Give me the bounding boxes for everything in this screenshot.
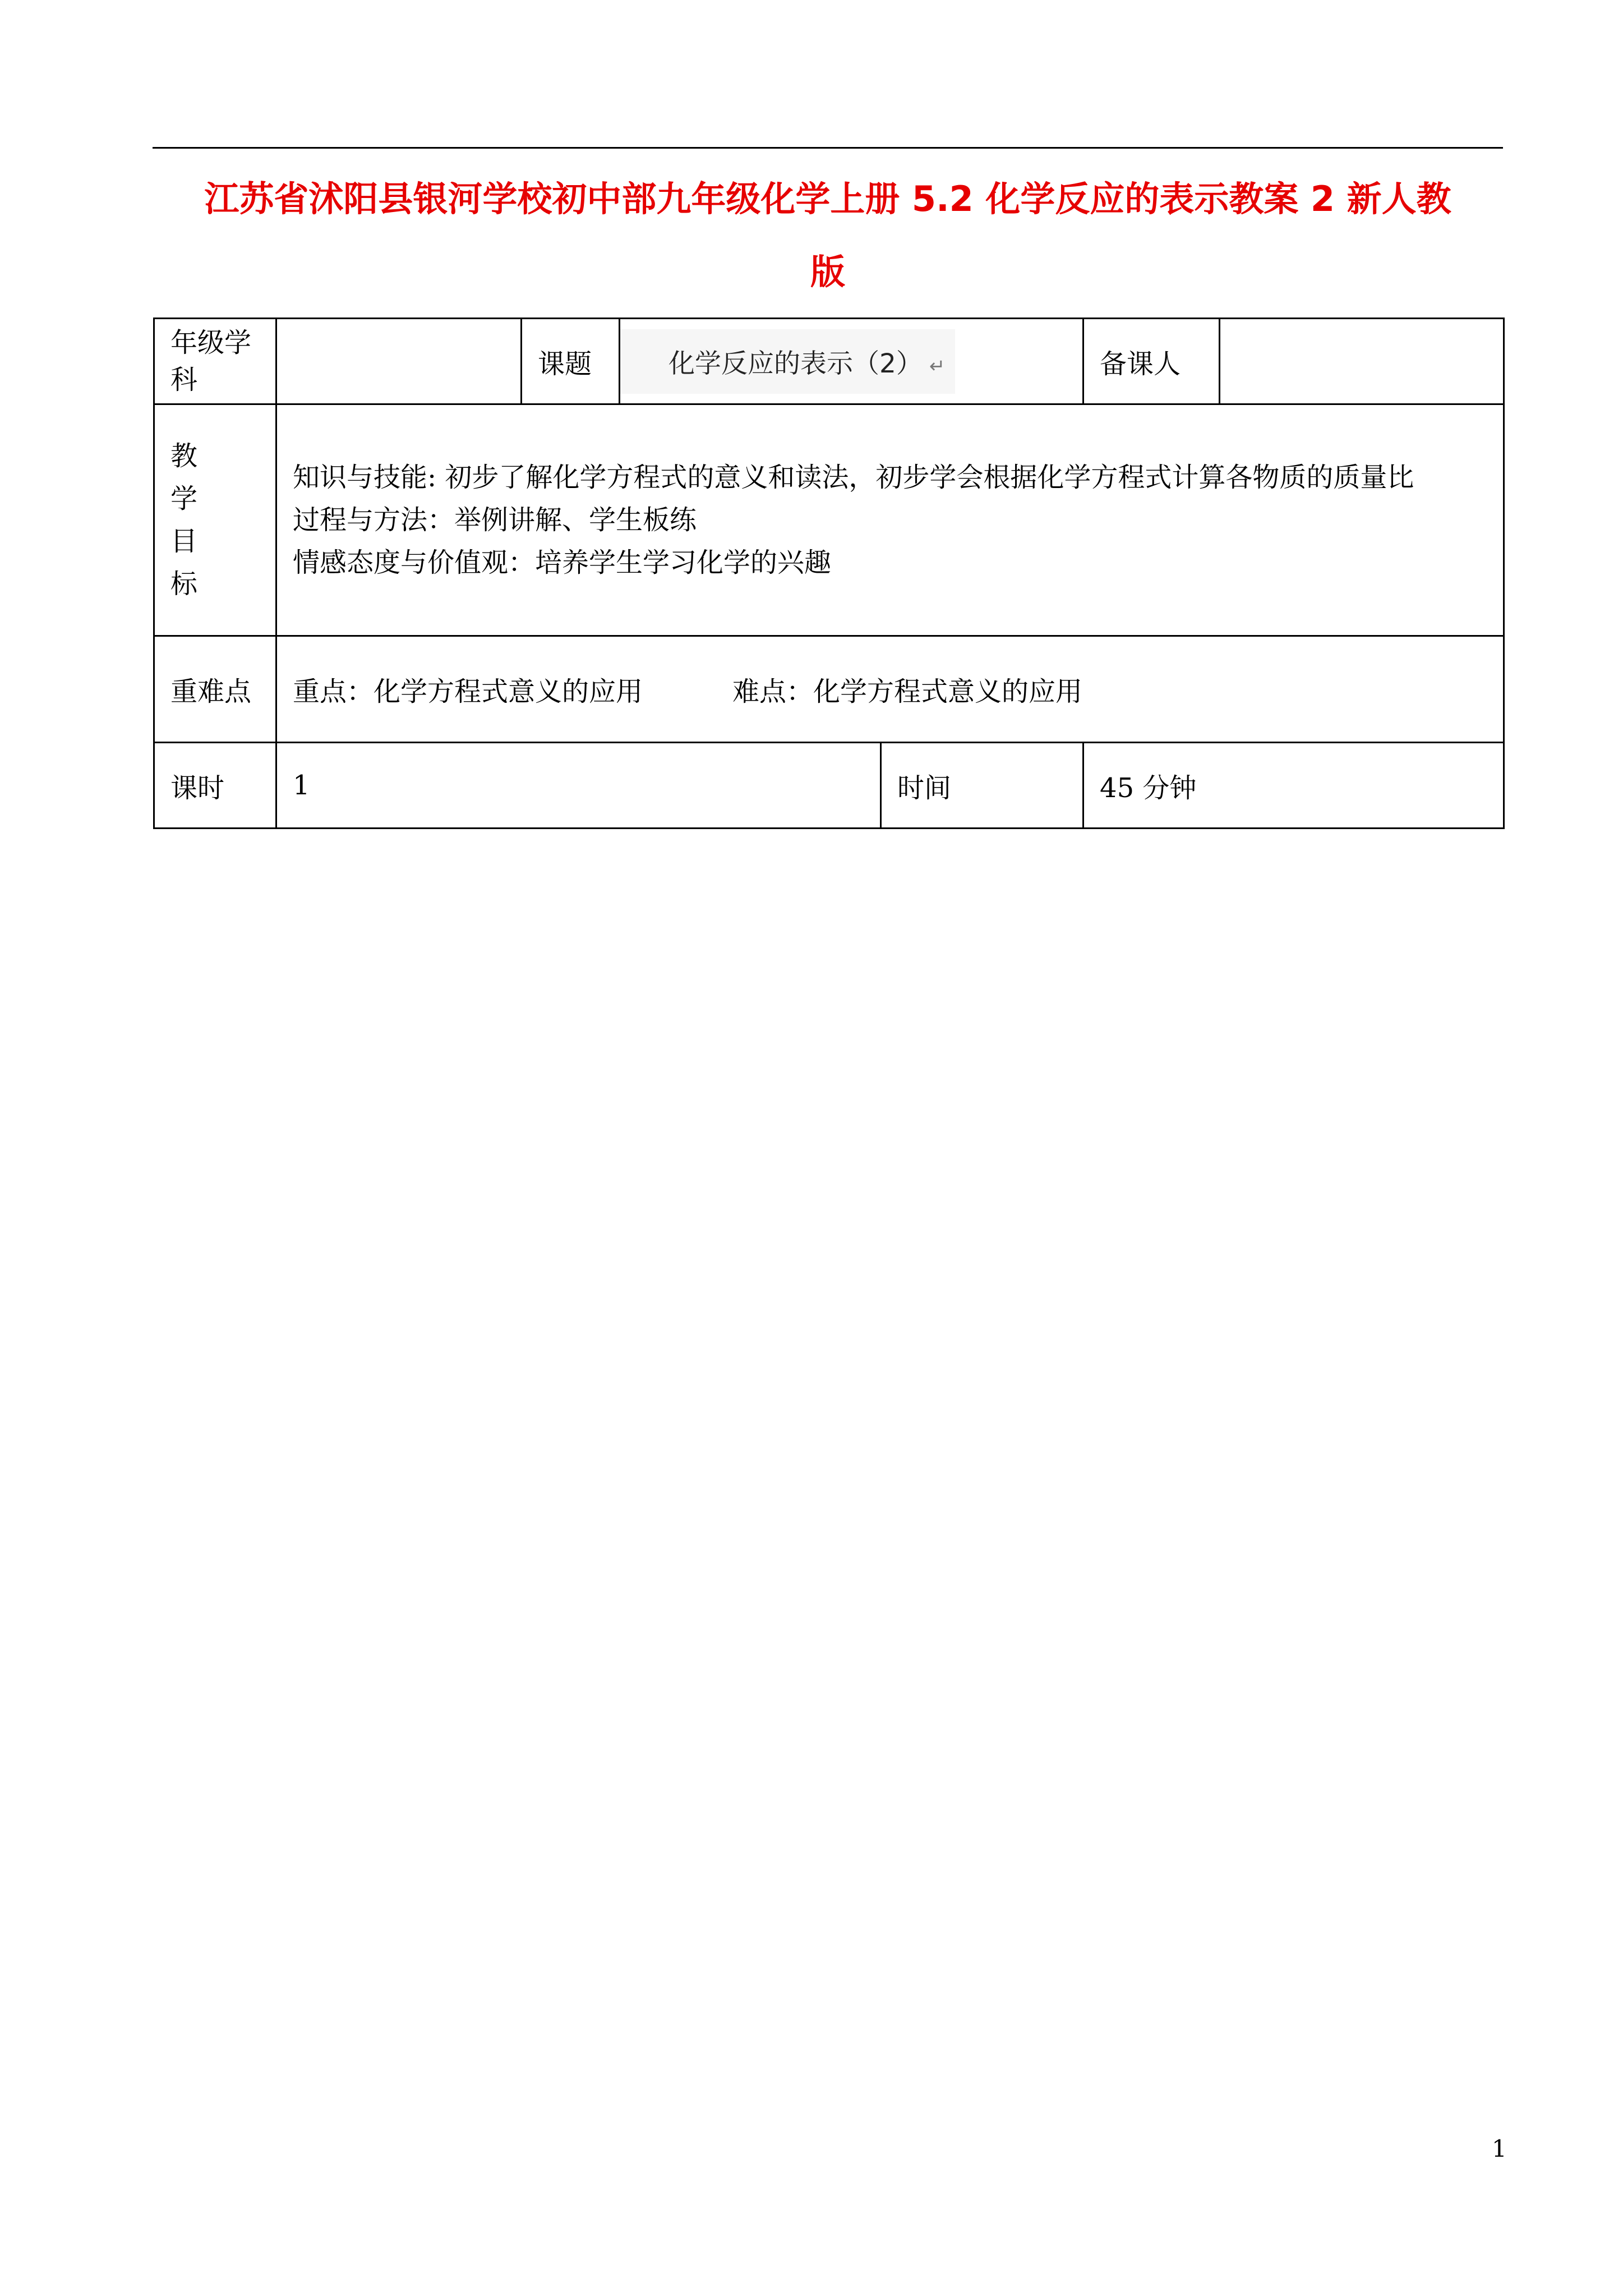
objective-knowledge: 知识与技能: 初步了解化学方程式的意义和读法，初步学会根据化学方程式计算各物质的质量比 <box>293 462 1414 493</box>
lesson-plan-table-wrapper <box>153 318 1503 829</box>
table-row-key-points <box>154 636 1504 743</box>
preparer-label: 备课人 <box>1083 319 1220 404</box>
table-row-objectives <box>154 404 1504 636</box>
key-point: 重点：化学方程式意义的应用 <box>293 676 643 707</box>
return-arrow-icon: ↵ <box>929 355 946 378</box>
period-value: 1 <box>276 743 881 829</box>
grade-subject-label: 年级学科 <box>154 319 276 404</box>
period-label: 课时 <box>154 743 276 829</box>
header-rule <box>153 147 1503 149</box>
table-row-header <box>154 319 1504 404</box>
key-points-content <box>276 636 1504 743</box>
objectives-label-char: 目 <box>170 526 198 557</box>
key-points-label: 重难点 <box>154 636 276 743</box>
topic-value: 化学反应的表示（2） <box>668 348 923 379</box>
document-title <box>153 163 1503 309</box>
objectives-label-char: 教 <box>170 440 198 472</box>
topic-pasted-box <box>620 329 955 394</box>
lesson-plan-table <box>153 318 1505 829</box>
objectives-content <box>276 404 1504 636</box>
objectives-label <box>154 404 276 636</box>
table-row-period <box>154 743 1504 829</box>
time-label: 时间 <box>881 743 1083 829</box>
topic-label: 课题 <box>522 319 620 404</box>
grade-subject-value <box>276 319 522 404</box>
topic-cell <box>620 319 1083 404</box>
document-title-line-2: 版 <box>810 251 845 292</box>
difficult-point: 难点：化学方程式意义的应用 <box>732 676 1083 707</box>
objectives-label-char: 学 <box>170 483 198 514</box>
page-number: 1 <box>1492 2135 1507 2162</box>
document-title-line-1: 江苏省沭阳县银河学校初中部九年级化学上册 5.2 化学反应的表示教案 2 新人教 <box>204 178 1451 219</box>
objectives-label-char: 标 <box>170 568 198 600</box>
objective-process: 过程与方法：举例讲解、学生板练 <box>293 504 697 536</box>
preparer-value <box>1220 319 1504 404</box>
objective-attitude: 情感态度与价值观：培养学生学习化学的兴趣 <box>293 547 832 578</box>
time-value: 45 分钟 <box>1083 743 1504 829</box>
